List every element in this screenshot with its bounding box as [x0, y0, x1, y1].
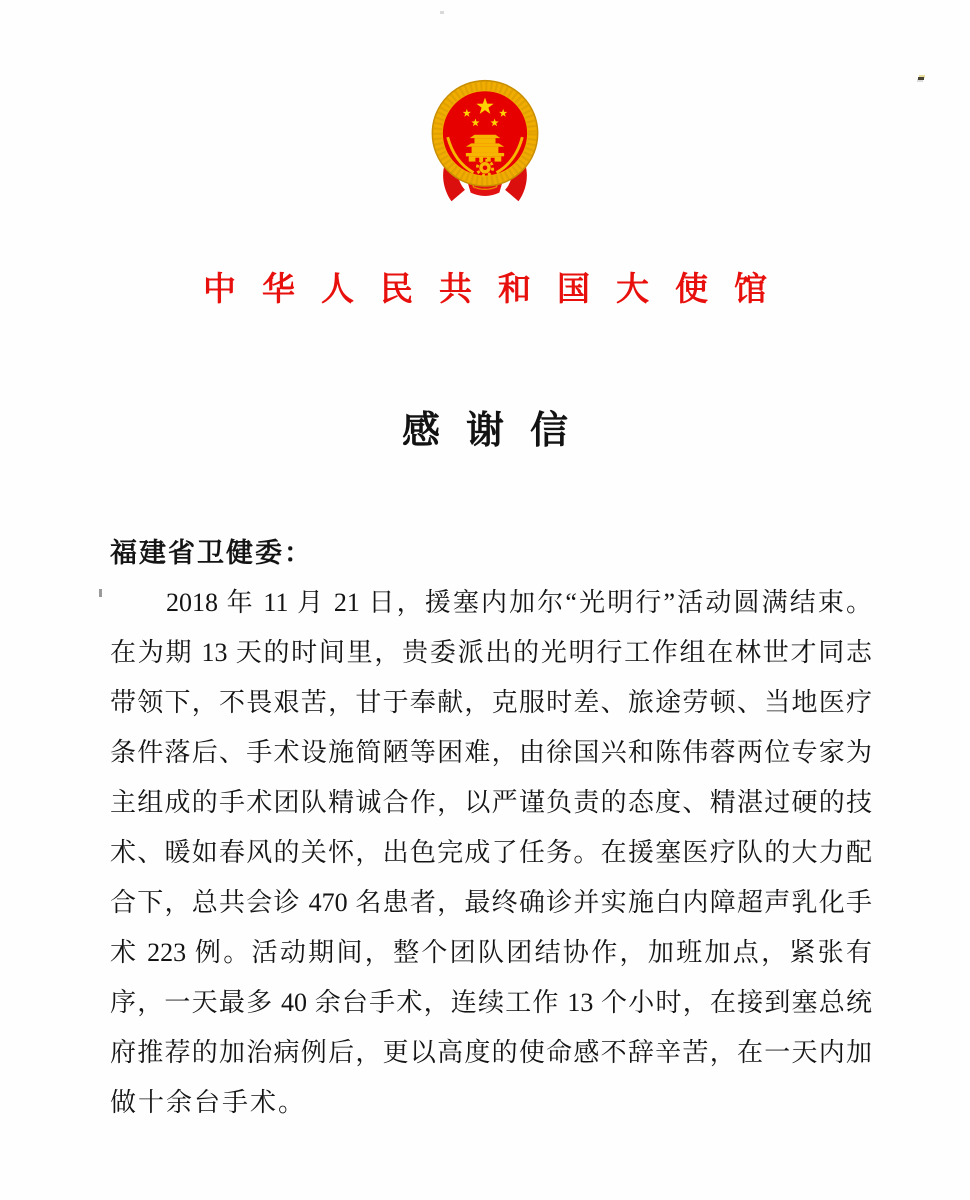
body-line: 在为期 13 天的时间里，贵委派出的光明行工作组在林世才同志	[110, 638, 872, 667]
scan-speck	[918, 77, 924, 80]
body-line: 2018 年 11 月 21 日，援塞内加尔“光明行”活动圆满结束。	[166, 588, 872, 617]
body-line: 合下，总共会诊 470 名患者，最终确诊并实施白内障超声乳化手	[110, 888, 872, 917]
body-line: 主组成的手术团队精诚合作，以严谨负责的态度、精湛过硬的技	[110, 788, 872, 817]
body-line: 术、暖如春风的关怀，出色完成了任务。在援塞医疗队的大力配	[110, 838, 872, 867]
body-line: 带领下，不畏艰苦，甘于奉献，克服时差、旅途劳顿、当地医疗	[110, 688, 872, 717]
letter-title: 感谢信	[401, 410, 594, 452]
body-line: 做十余台手术。	[110, 1088, 307, 1117]
body-line: 府推荐的加治病例后，更以高度的使命感不辞辛苦，在一天内加	[110, 1038, 872, 1067]
body-line: 序，一天最多 40 余台手术，连续工作 13 个小时，在接到塞总统	[110, 988, 872, 1017]
emblem-graphic	[427, 74, 543, 208]
body-line: 条件落后、手术设施简陋等困难，由徐国兴和陈伟蓉两位专家为	[110, 738, 872, 767]
embassy-name: 中华人民共和国大使馆	[203, 272, 793, 308]
scan-speck	[440, 11, 444, 14]
letter-body	[110, 528, 872, 1128]
salutation: 福建省卫健委：	[110, 538, 313, 568]
china-national-emblem-icon	[427, 74, 543, 208]
body-line: 术 223 例。活动期间，整个团队团结协作，加班加点，紧张有	[110, 938, 872, 967]
scan-speck	[99, 589, 102, 597]
